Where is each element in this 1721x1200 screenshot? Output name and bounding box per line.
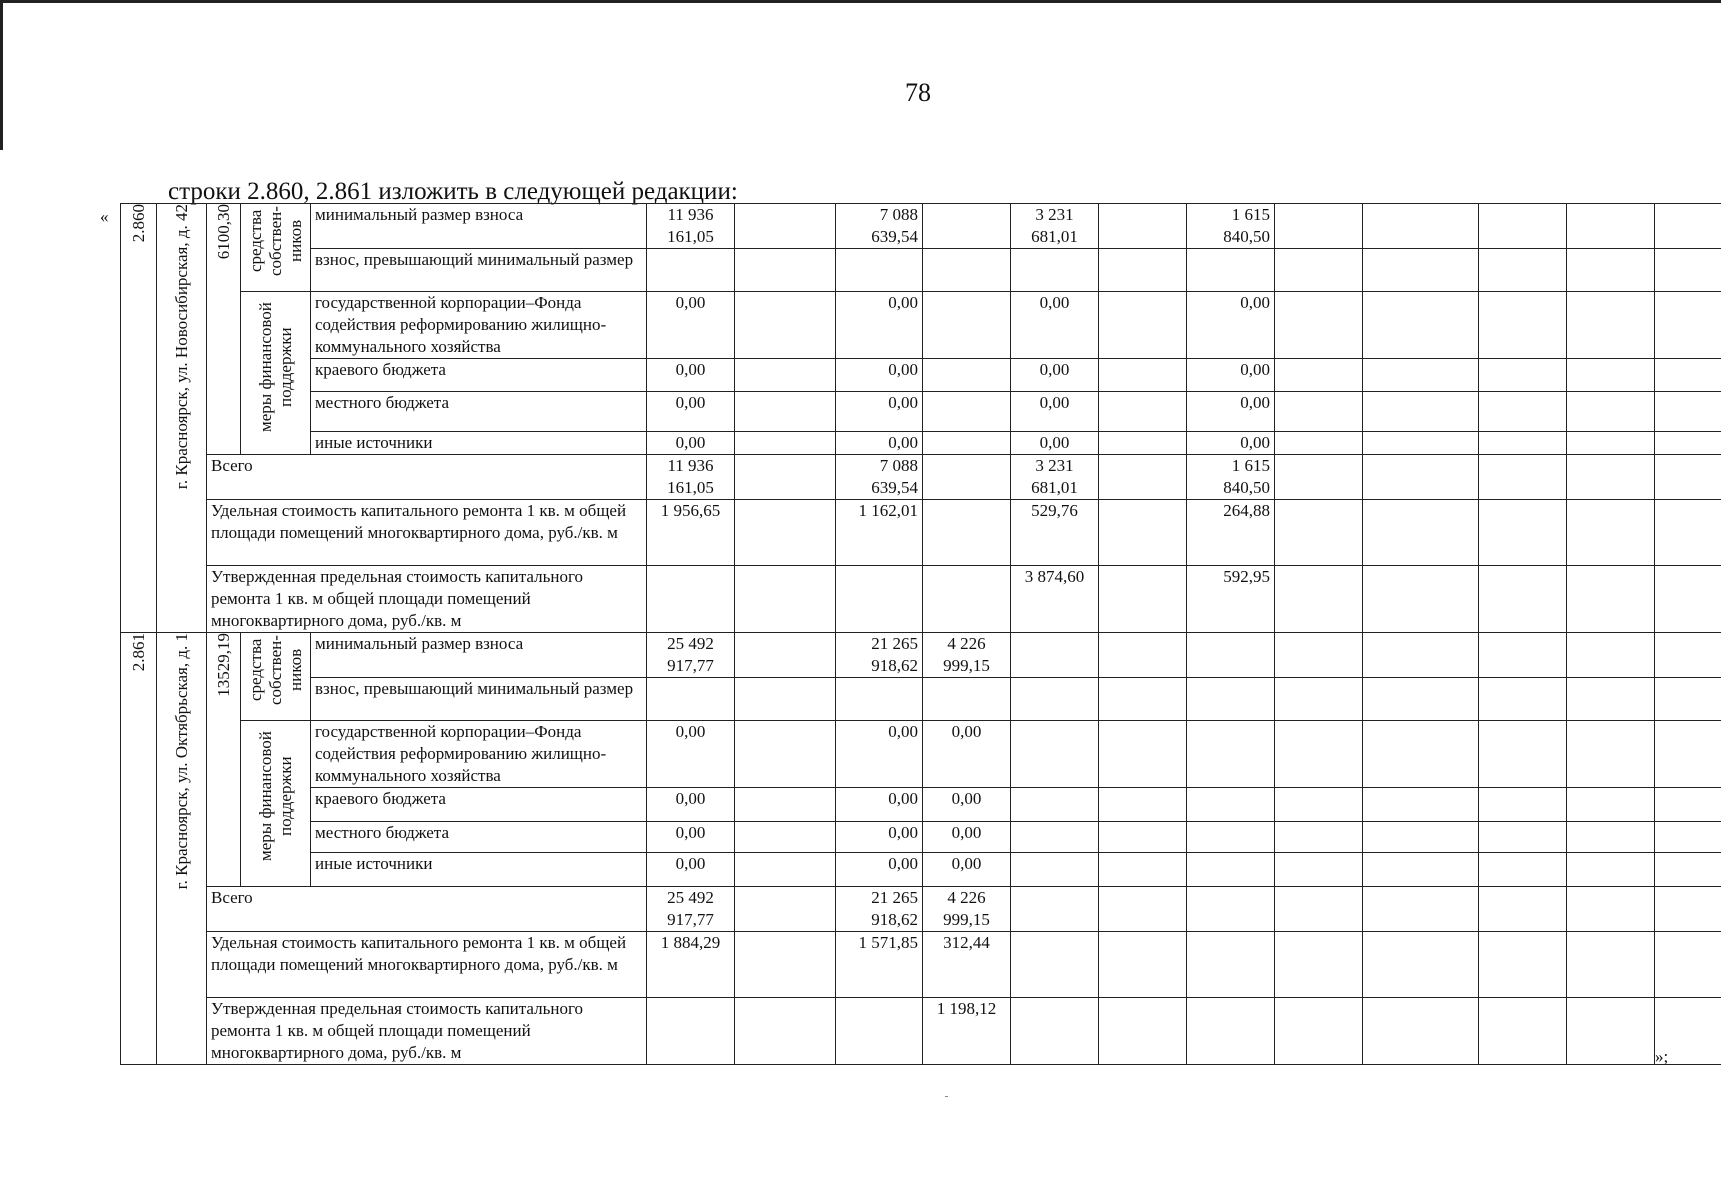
table-row [121, 359, 1721, 392]
value-cell [1567, 721, 1655, 788]
value-cell [1363, 678, 1479, 721]
value-cell [1099, 788, 1187, 822]
value-cell: 0,00 [836, 359, 923, 392]
value-cell: 3 231 681,01 [1011, 455, 1099, 500]
value-cell [1479, 932, 1567, 998]
value-cell: 0,00 [1011, 292, 1099, 359]
table-row [121, 853, 1721, 887]
value-cell [1567, 678, 1655, 721]
address-cell [157, 204, 207, 633]
value-cell [1655, 788, 1721, 822]
row-label-total: Всего [207, 887, 647, 932]
value-cell [1655, 678, 1721, 721]
row-label-max: Утвержденная предельная стоимость капитального ремонта 1 кв. м общей площади помещений многоквартирного дома, руб./кв. м [207, 998, 647, 1065]
value-cell: 0,00 [836, 721, 923, 788]
value-cell [836, 566, 923, 633]
value-cell [923, 500, 1011, 566]
value-cell [1567, 887, 1655, 932]
value-cell [1479, 721, 1567, 788]
value-cell [1187, 721, 1275, 788]
value-cell [1275, 292, 1363, 359]
value-cell [1275, 432, 1363, 455]
value-cell [1655, 998, 1721, 1065]
value-cell [1187, 932, 1275, 998]
row-label-excess: взнос, превышающий минимальный размер [311, 249, 647, 292]
value-cell [1363, 932, 1479, 998]
value-cell [1187, 887, 1275, 932]
value-cell [1011, 932, 1099, 998]
value-cell: 7 088 639,54 [836, 455, 923, 500]
value-cell [1655, 249, 1721, 292]
value-cell: 0,00 [836, 788, 923, 822]
value-cell: 1 198,12 [923, 998, 1011, 1065]
table-row [121, 721, 1721, 788]
value-cell [1275, 566, 1363, 633]
value-cell [1275, 249, 1363, 292]
value-cell [1099, 455, 1187, 500]
value-cell [1275, 998, 1363, 1065]
value-cell [1363, 721, 1479, 788]
table-row [121, 392, 1721, 432]
value-cell [1363, 455, 1479, 500]
value-cell [1363, 292, 1479, 359]
value-cell [923, 292, 1011, 359]
value-cell [1099, 292, 1187, 359]
value-cell [1479, 566, 1567, 633]
value-cell: 3 874,60 [1011, 566, 1099, 633]
row-label-unit: Удельная стоимость капитального ремонта 1 кв. м общей площади помещений многоквартирного дома, руб./кв. м [207, 932, 647, 998]
value-cell [923, 249, 1011, 292]
value-cell: 0,00 [1187, 432, 1275, 455]
value-cell [1567, 853, 1655, 887]
value-cell [1479, 788, 1567, 822]
value-cell [1479, 455, 1567, 500]
address: г. Красноярск, ул. Новосибирская, д. 42 [171, 204, 191, 490]
value-cell [735, 500, 836, 566]
value-cell: 0,00 [836, 853, 923, 887]
value-cell [1363, 249, 1479, 292]
value-cell [1187, 788, 1275, 822]
table-row [121, 678, 1721, 721]
value-cell [1363, 998, 1479, 1065]
table-row [121, 633, 1721, 678]
value-cell [1479, 678, 1567, 721]
table-row [121, 932, 1721, 998]
value-cell: 0,00 [923, 721, 1011, 788]
value-cell [1363, 432, 1479, 455]
value-cell [735, 432, 836, 455]
value-cell [1011, 853, 1099, 887]
row-label-state: государственной корпорации–Фонда содействия реформированию жилищно-коммунального хозяйства [311, 292, 647, 359]
table-row [121, 249, 1721, 292]
value-cell [1275, 204, 1363, 249]
value-cell [735, 249, 836, 292]
value-cell: 0,00 [647, 853, 735, 887]
value-cell [735, 932, 836, 998]
value-cell [1099, 932, 1187, 998]
value-cell [1567, 822, 1655, 853]
value-cell [1099, 249, 1187, 292]
value-cell [1275, 392, 1363, 432]
value-cell [1275, 721, 1363, 788]
value-cell: 0,00 [1187, 359, 1275, 392]
value-cell [1099, 500, 1187, 566]
value-cell [735, 292, 836, 359]
value-cell [1567, 998, 1655, 1065]
value-cell: 1 615 840,50 [1187, 455, 1275, 500]
row-label-total: Всего [207, 455, 647, 500]
value-cell [1363, 359, 1479, 392]
value-cell [1011, 887, 1099, 932]
value-cell [923, 455, 1011, 500]
value-cell [923, 204, 1011, 249]
value-cell [735, 721, 836, 788]
value-cell [1275, 455, 1363, 500]
scan-speck [945, 1096, 948, 1097]
value-cell [735, 853, 836, 887]
value-cell: 0,00 [923, 853, 1011, 887]
financial-support-group [241, 721, 311, 887]
value-cell [1567, 633, 1655, 678]
value-cell [1655, 853, 1721, 887]
record-number: 2.861 [128, 633, 148, 672]
table-row [121, 500, 1721, 566]
scan-border-left [0, 0, 3, 150]
value-cell [1567, 566, 1655, 633]
value-cell: 0,00 [647, 432, 735, 455]
value-cell: 21 265 918,62 [836, 633, 923, 678]
value-cell: 1 956,65 [647, 500, 735, 566]
value-cell [1011, 678, 1099, 721]
value-cell [1567, 500, 1655, 566]
value-cell [1479, 887, 1567, 932]
value-cell [1567, 292, 1655, 359]
value-cell [1363, 788, 1479, 822]
value-cell [1099, 998, 1187, 1065]
value-cell [1655, 392, 1721, 432]
financial-support-group [241, 292, 311, 455]
area-value: 13529,19 [213, 633, 233, 697]
value-cell [1187, 249, 1275, 292]
value-cell [1275, 678, 1363, 721]
value-cell: 25 492 917,77 [647, 633, 735, 678]
value-cell [923, 392, 1011, 432]
value-cell [1479, 633, 1567, 678]
value-cell: 0,00 [923, 822, 1011, 853]
row-label-unit: Удельная стоимость капитального ремонта 1 кв. м общей площади помещений многоквартирного дома, руб./кв. м [207, 500, 647, 566]
table-row [121, 455, 1721, 500]
value-cell [1655, 633, 1721, 678]
value-cell: 7 088 639,54 [836, 204, 923, 249]
area-value: 6100,30 [213, 204, 233, 260]
value-cell: 1 615 840,50 [1187, 204, 1275, 249]
value-cell [647, 249, 735, 292]
row-label-min: минимальный размер взноса [311, 204, 647, 249]
value-cell [735, 392, 836, 432]
value-cell [923, 678, 1011, 721]
area-cell [207, 204, 241, 455]
value-cell [1655, 432, 1721, 455]
value-cell [1479, 359, 1567, 392]
owners-funds-group [241, 633, 311, 721]
value-cell: 0,00 [1011, 392, 1099, 432]
value-cell [735, 633, 836, 678]
value-cell [1099, 359, 1187, 392]
table-row [121, 822, 1721, 853]
value-cell: 11 936 161,05 [647, 204, 735, 249]
value-cell [1099, 822, 1187, 853]
value-cell [735, 204, 836, 249]
value-cell [1567, 392, 1655, 432]
value-cell [1479, 822, 1567, 853]
value-cell [1187, 822, 1275, 853]
value-cell [1655, 292, 1721, 359]
value-cell: 1 571,85 [836, 932, 923, 998]
value-cell [1275, 822, 1363, 853]
value-cell [1363, 853, 1479, 887]
value-cell [1479, 249, 1567, 292]
table-row [121, 998, 1721, 1065]
value-cell [1479, 998, 1567, 1065]
value-cell: 4 226 999,15 [923, 887, 1011, 932]
value-cell: 0,00 [923, 788, 1011, 822]
value-cell [836, 678, 923, 721]
value-cell [923, 566, 1011, 633]
value-cell [1567, 249, 1655, 292]
value-cell [1655, 566, 1721, 633]
financial-support-label: меры финансовой поддержки [255, 731, 295, 861]
value-cell [836, 998, 923, 1065]
value-cell [1187, 853, 1275, 887]
opening-quote: « [100, 207, 109, 226]
value-cell: 592,95 [1187, 566, 1275, 633]
closing-quote: »; [1655, 1047, 1669, 1066]
value-cell [1567, 932, 1655, 998]
table-row [121, 204, 1721, 249]
address-cell [157, 633, 207, 1065]
value-cell: 0,00 [1187, 292, 1275, 359]
value-cell: 0,00 [1011, 359, 1099, 392]
value-cell [735, 455, 836, 500]
value-cell [1011, 822, 1099, 853]
value-cell [1363, 204, 1479, 249]
value-cell [1187, 998, 1275, 1065]
value-cell: 3 231 681,01 [1011, 204, 1099, 249]
value-cell: 0,00 [836, 392, 923, 432]
value-cell [735, 678, 836, 721]
value-cell [1655, 932, 1721, 998]
value-cell: 0,00 [647, 721, 735, 788]
table-row [121, 788, 1721, 822]
value-cell: 0,00 [647, 292, 735, 359]
value-cell [1099, 721, 1187, 788]
row-label-min: минимальный размер взноса [311, 633, 647, 678]
value-cell [1275, 359, 1363, 392]
value-cell [1099, 392, 1187, 432]
value-cell: 529,76 [1011, 500, 1099, 566]
value-cell: 0,00 [836, 432, 923, 455]
value-cell [1567, 432, 1655, 455]
value-cell [1011, 788, 1099, 822]
value-cell [1011, 249, 1099, 292]
value-cell [1011, 721, 1099, 788]
value-cell [735, 359, 836, 392]
repair-financing-table [120, 203, 1721, 1065]
value-cell [1363, 822, 1479, 853]
value-cell: 0,00 [1187, 392, 1275, 432]
value-cell [1099, 566, 1187, 633]
value-cell [735, 788, 836, 822]
table-row [121, 432, 1721, 455]
value-cell [735, 887, 836, 932]
value-cell: 1 162,01 [836, 500, 923, 566]
record-number: 2.860 [128, 204, 148, 243]
value-cell [1275, 500, 1363, 566]
value-cell [1655, 822, 1721, 853]
value-cell [647, 678, 735, 721]
value-cell [735, 822, 836, 853]
value-cell [1187, 633, 1275, 678]
value-cell [1567, 359, 1655, 392]
value-cell [1655, 455, 1721, 500]
value-cell [1655, 500, 1721, 566]
value-cell [1363, 633, 1479, 678]
value-cell [1187, 678, 1275, 721]
value-cell: 312,44 [923, 932, 1011, 998]
value-cell: 0,00 [647, 392, 735, 432]
value-cell [1479, 392, 1567, 432]
value-cell [1099, 204, 1187, 249]
owners-funds-group [241, 204, 311, 292]
value-cell [735, 566, 836, 633]
value-cell [1655, 359, 1721, 392]
value-cell: 0,00 [836, 292, 923, 359]
row-label-local: местного бюджета [311, 392, 647, 432]
value-cell [1099, 887, 1187, 932]
value-cell [1479, 432, 1567, 455]
scan-border-top [0, 0, 1721, 3]
value-cell: 11 936 161,05 [647, 455, 735, 500]
page-number: 78 [905, 78, 931, 107]
owners-funds-label: средства собствен-ников [245, 635, 305, 705]
row-label-max: Утвержденная предельная стоимость капитального ремонта 1 кв. м общей площади помещений многоквартирного дома, руб./кв. м [207, 566, 647, 633]
value-cell [1567, 788, 1655, 822]
value-cell [1099, 432, 1187, 455]
value-cell [1479, 292, 1567, 359]
row-label-regional: краевого бюджета [311, 359, 647, 392]
value-cell [1011, 998, 1099, 1065]
table-row [121, 887, 1721, 932]
value-cell [1363, 500, 1479, 566]
value-cell [1275, 633, 1363, 678]
value-cell [1363, 566, 1479, 633]
row-label-excess: взнос, превышающий минимальный размер [311, 678, 647, 721]
value-cell: 0,00 [647, 359, 735, 392]
value-cell [1275, 887, 1363, 932]
value-cell [1655, 204, 1721, 249]
value-cell [1363, 887, 1479, 932]
value-cell [1275, 788, 1363, 822]
value-cell [1479, 853, 1567, 887]
value-cell [836, 249, 923, 292]
value-cell [1099, 633, 1187, 678]
row-label-other: иные источники [311, 432, 647, 455]
row-label-regional: краевого бюджета [311, 788, 647, 822]
value-cell [1479, 500, 1567, 566]
row-label-state: государственной корпорации–Фонда содействия реформированию жилищно-коммунального хозяйства [311, 721, 647, 788]
value-cell [1567, 204, 1655, 249]
address: г. Красноярск, ул. Октябрьская, д. 1 [171, 633, 191, 890]
value-cell [647, 998, 735, 1065]
table-row [121, 292, 1721, 359]
value-cell [923, 432, 1011, 455]
value-cell: 0,00 [647, 822, 735, 853]
value-cell [1655, 721, 1721, 788]
value-cell [1275, 932, 1363, 998]
record-number-cell [121, 633, 157, 1065]
value-cell: 1 884,29 [647, 932, 735, 998]
value-cell [1011, 633, 1099, 678]
value-cell: 0,00 [647, 788, 735, 822]
financial-support-label: меры финансовой поддержки [255, 302, 295, 432]
table-row [121, 566, 1721, 633]
owners-funds-label: средства собствен-ников [245, 206, 305, 276]
value-cell [735, 998, 836, 1065]
value-cell: 0,00 [1011, 432, 1099, 455]
value-cell [647, 566, 735, 633]
value-cell: 4 226 999,15 [923, 633, 1011, 678]
row-label-other: иные источники [311, 853, 647, 887]
value-cell: 21 265 918,62 [836, 887, 923, 932]
record-number-cell [121, 204, 157, 633]
value-cell [1363, 392, 1479, 432]
value-cell [1099, 678, 1187, 721]
value-cell [1567, 455, 1655, 500]
value-cell [1655, 887, 1721, 932]
value-cell: 264,88 [1187, 500, 1275, 566]
value-cell: 25 492 917,77 [647, 887, 735, 932]
value-cell [1479, 204, 1567, 249]
value-cell [1275, 853, 1363, 887]
row-label-local: местного бюджета [311, 822, 647, 853]
value-cell [1099, 853, 1187, 887]
value-cell: 0,00 [836, 822, 923, 853]
intro-text: строки 2.860, 2.861 изложить в следующей редакции: [168, 178, 738, 205]
value-cell [923, 359, 1011, 392]
area-cell [207, 633, 241, 887]
